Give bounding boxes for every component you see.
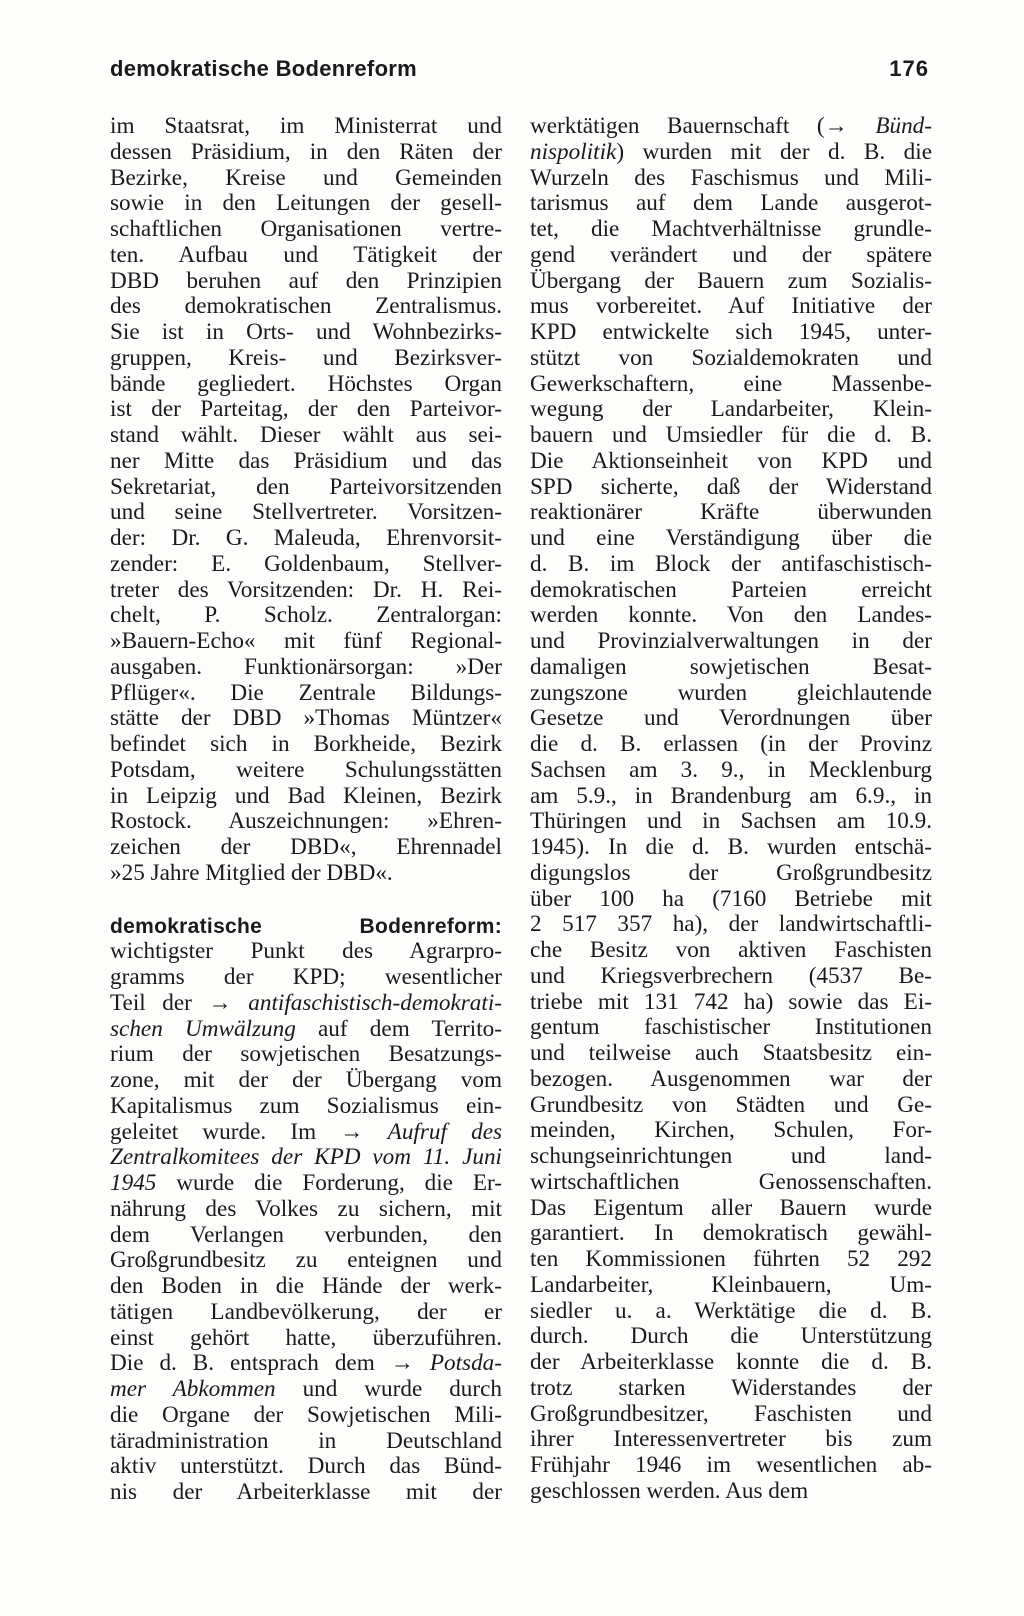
text-line: digungslos der Großgrundbesitz	[530, 859, 932, 886]
text-line: Sachsen am 3. 9., in Mecklenburg	[530, 756, 932, 783]
text-line: geleitet wurde. Im → Aufruf des	[110, 1118, 503, 1145]
text-line: durch. Durch die Unterstützung	[530, 1323, 932, 1350]
text-line: mus vorbereitet. Auf Initiative der	[530, 293, 932, 320]
text-line: Das Eigentum aller Bauern wurde	[530, 1194, 932, 1221]
text-line: tätigen Landbevölkerung, der er	[110, 1298, 502, 1325]
text-line: in Leipzig und Bad Kleinen, Bezirk	[110, 782, 502, 809]
text-line: tet, die Machtverhältnisse grundle-	[530, 216, 932, 242]
text-line: chelt, P. Scholz. Zentralorgan:	[110, 602, 502, 629]
text-line: im Staatsrat, im Ministerrat und	[110, 113, 502, 139]
text-line: gend verändert und der spätere	[530, 241, 932, 268]
text-line: Frühjahr 1946 im wesentlichen ab-	[530, 1452, 932, 1478]
text-line: Landarbeiter, Kleinbauern, Um-	[530, 1271, 932, 1298]
text-line: d. B. im Block der antifaschistisch-	[530, 550, 932, 577]
paragraph-gap	[110, 887, 502, 914]
text-line: Pflüger«. Die Zentrale Bildungs-	[110, 679, 502, 706]
text-line: nispolitik) wurden mit der d. B. die	[530, 138, 932, 165]
text-line: dem Verlangen verbunden, den	[110, 1221, 502, 1248]
text-line: Übergang der Bauern zum Sozialis-	[530, 267, 932, 294]
cross-reference[interactable]: Bünd-	[875, 113, 932, 139]
text-line: Die Aktionseinheit von KPD und	[530, 447, 932, 474]
text-line: Grundbesitz von Städten und Ge-	[530, 1091, 932, 1118]
text-line: des demokratischen Zentralismus.	[110, 293, 502, 320]
page-number: 176	[889, 56, 929, 81]
text-line: einst gehört hatte, überzuführen.	[110, 1324, 502, 1351]
text-line: DBD beruhen auf den Prinzipien	[110, 267, 502, 294]
text-line: die d. B. erlassen (in der Provinz	[530, 731, 932, 757]
text-line: schaftlichen Organisationen vertre-	[110, 216, 502, 242]
text-line: Potsdam, weitere Schulungsstätten	[110, 756, 502, 783]
text-block	[110, 1042, 502, 1119]
text-line: und teilweise auch Staatsbesitz ein-	[530, 1040, 932, 1066]
text-line: siedler u. a. Werktätige die d. B.	[530, 1297, 932, 1324]
cross-reference[interactable]: Potsda-	[429, 1350, 502, 1377]
text-line: und Kriegsverbrechern (4537 Be-	[530, 962, 932, 989]
text-line: damaligen sowjetischen Besat-	[530, 653, 932, 680]
text-block	[530, 166, 932, 1505]
text-line: zender: E. Goldenbaum, Stellver-	[110, 550, 502, 577]
cross-reference[interactable]: schen Umwälzung	[110, 1015, 296, 1042]
cross-reference[interactable]: Aufruf des	[387, 1118, 503, 1145]
text-line: triebe mit 131 742 ha) sowie das Ei-	[530, 988, 932, 1015]
text-line: Gesetze und Verordnungen über	[530, 705, 932, 732]
text-line: bände gegliedert. Höchstes Organ	[110, 370, 502, 397]
text-line: reaktionärer Kräfte überwunden	[530, 499, 932, 526]
text-line: Wurzeln des Faschismus und Mili-	[530, 164, 932, 191]
text-line: nährung des Volkes zu sichern, mit	[110, 1195, 502, 1222]
running-header: demokratische Bodenreform	[110, 56, 418, 81]
text-line: nis der Arbeiterklasse mit der	[110, 1479, 502, 1505]
text-line: werktätigen Bauernschaft (→ Bünd-	[530, 113, 932, 139]
text-line: bezogen. Ausgenommen war der	[530, 1065, 932, 1092]
text-line: über 100 ha (7160 Betriebe mit	[530, 885, 932, 912]
text-line: trotz starken Widerstandes der	[530, 1374, 932, 1401]
text-line: zeichen der DBD«, Ehrennadel	[110, 834, 502, 860]
text-line: am 5.9., in Brandenburg am 6.9., in	[530, 782, 932, 809]
text-line: den Boden in die Hände der werk-	[110, 1273, 502, 1299]
text-line: dessen Präsidium, in den Räten der	[110, 138, 502, 165]
text-line: wichtigster Punkt des Agrarpro-	[110, 938, 502, 965]
text-line: die Organe der Sowjetischen Mili-	[110, 1401, 502, 1428]
text-line: 1945). In die d. B. wurden entschä-	[530, 834, 932, 860]
text-line: schen Umwälzung auf dem Territo-	[110, 1015, 502, 1042]
text-line: gentum faschistischer Institutionen	[530, 1014, 932, 1041]
text-line: geschlossen werden. Aus dem	[530, 1477, 809, 1504]
continued-text	[110, 114, 502, 887]
text-line: demokratischen Parteien erreicht	[530, 576, 932, 603]
text-line: ten. Aufbau und Tätigkeit der	[110, 241, 502, 268]
text-line: Sekretariat, den Parteivorsitzenden	[110, 473, 502, 500]
text-line: zungszone wurden gleichlautende	[530, 679, 932, 706]
text-line: ten Kommissionen führten 52 292	[530, 1246, 932, 1272]
text-line: SPD sicherte, daß der Widerstand	[530, 473, 932, 500]
text-line: rium der sowjetischen Besatzungs-	[110, 1041, 502, 1068]
text-line: ner Mitte das Präsidium und das	[110, 447, 502, 474]
text-line: Kapitalismus zum Sozialismus ein-	[110, 1092, 502, 1119]
text-line	[110, 1145, 502, 1171]
cross-reference[interactable]: 1945	[110, 1170, 157, 1196]
text-line: tarismus auf dem Lande ausgerot-	[530, 190, 932, 217]
text-line: 1945 wurde die Forderung, die Er-	[110, 1170, 502, 1196]
text-line: wirtschaftlichen Genossenschaften.	[530, 1168, 932, 1195]
text-line: aktiv unterstützt. Durch das Bünd-	[110, 1453, 502, 1480]
text-line: sowie in den Leitungen der gesell-	[110, 190, 502, 217]
text-line: ihrer Interessenvertreter bis zum	[530, 1426, 932, 1453]
text-line: Sie ist in Orts- und Wohnbezirks-	[110, 319, 502, 345]
right-column	[530, 114, 932, 1505]
text-line: 2 517 357 ha), der landwirtschaftli-	[530, 911, 932, 938]
text-line: garantiert. In demokratisch gewähl-	[530, 1220, 932, 1247]
text-block	[110, 1403, 502, 1506]
text-line: stand wählt. Dieser wählt aus sei-	[110, 422, 502, 448]
text-line: der: Dr. G. Maleuda, Ehrenvorsit-	[110, 525, 502, 551]
text-line: Teil der → antifaschistisch-demokrati-	[110, 989, 502, 1016]
text-line: ausgaben. Funktionärsorgan: »Der	[110, 653, 502, 680]
text-line	[110, 914, 502, 940]
text-line: che Besitz von aktiven Faschisten	[530, 937, 932, 963]
text-line: treter des Vorsitzenden: Dr. H. Rei-	[110, 576, 502, 603]
text-line: meinden, Kirchen, Schulen, For-	[530, 1117, 932, 1144]
text-line: »25 Jahre Mitglied der DBD«.	[110, 859, 393, 886]
text-line: und eine Verständigung über die	[530, 525, 932, 551]
text-line: stätte der DBD »Thomas Müntzer«	[110, 705, 502, 732]
text-line: bauern und Umsiedler für die d. B.	[530, 422, 932, 448]
text-line: gramms der KPD; wesentlicher	[110, 964, 502, 990]
text-line: befindet sich in Borkheide, Bezirk	[110, 731, 502, 757]
text-line: Die d. B. entsprach dem → Potsda-	[110, 1350, 502, 1377]
text-line: KPD entwickelte sich 1945, unter-	[530, 319, 932, 345]
text-line: Großgrundbesitzer, Faschisten und	[530, 1400, 932, 1427]
text-line: täradministration in Deutschland	[110, 1427, 502, 1454]
cross-reference[interactable]: Zentralkomitees der KPD vom 11. Juni	[110, 1144, 502, 1171]
text-line: Thüringen und in Sachsen am 10.9.	[530, 808, 932, 835]
text-line: der Arbeiterklasse konnte die d. B.	[530, 1349, 932, 1375]
text-line: Gewerkschaftern, eine Massenbe-	[530, 370, 932, 397]
text-line: zone, mit der der Übergang vom	[110, 1067, 502, 1093]
text-line: wegung der Landarbeiter, Klein-	[530, 396, 932, 423]
left-column	[110, 114, 502, 1506]
cross-reference[interactable]: mer Abkommen	[110, 1376, 276, 1402]
text-line: stützt von Sozialdemokraten und	[530, 344, 932, 371]
entry-heading: demokratische Bodenreform:	[110, 914, 502, 938]
text-line: Rostock. Auszeichnungen: »Ehren-	[110, 808, 502, 835]
cross-reference[interactable]: nispolitik	[530, 138, 617, 165]
text-line: »Bauern-Echo« mit fünf Regional-	[110, 628, 502, 654]
cross-reference[interactable]: antifaschistisch-demokrati-	[248, 989, 502, 1016]
text-block	[110, 1197, 502, 1352]
text-line: ist der Parteitag, der den Parteivor-	[110, 396, 502, 423]
text-line: schungseinrichtungen und land-	[530, 1143, 932, 1169]
text-line: Großgrundbesitz zu enteignen und	[110, 1247, 502, 1274]
text-line: und Provinzialverwaltungen in der	[530, 628, 932, 654]
text-line: und seine Stellvertreter. Vorsitzen-	[110, 499, 502, 526]
text-line: mer Abkommen und wurde durch	[110, 1376, 502, 1402]
text-line: Bezirke, Kreise und Gemeinden	[110, 164, 502, 191]
text-line: gruppen, Kreis- und Bezirksver-	[110, 344, 502, 371]
text-line: werden konnte. Von den Landes-	[530, 602, 932, 629]
